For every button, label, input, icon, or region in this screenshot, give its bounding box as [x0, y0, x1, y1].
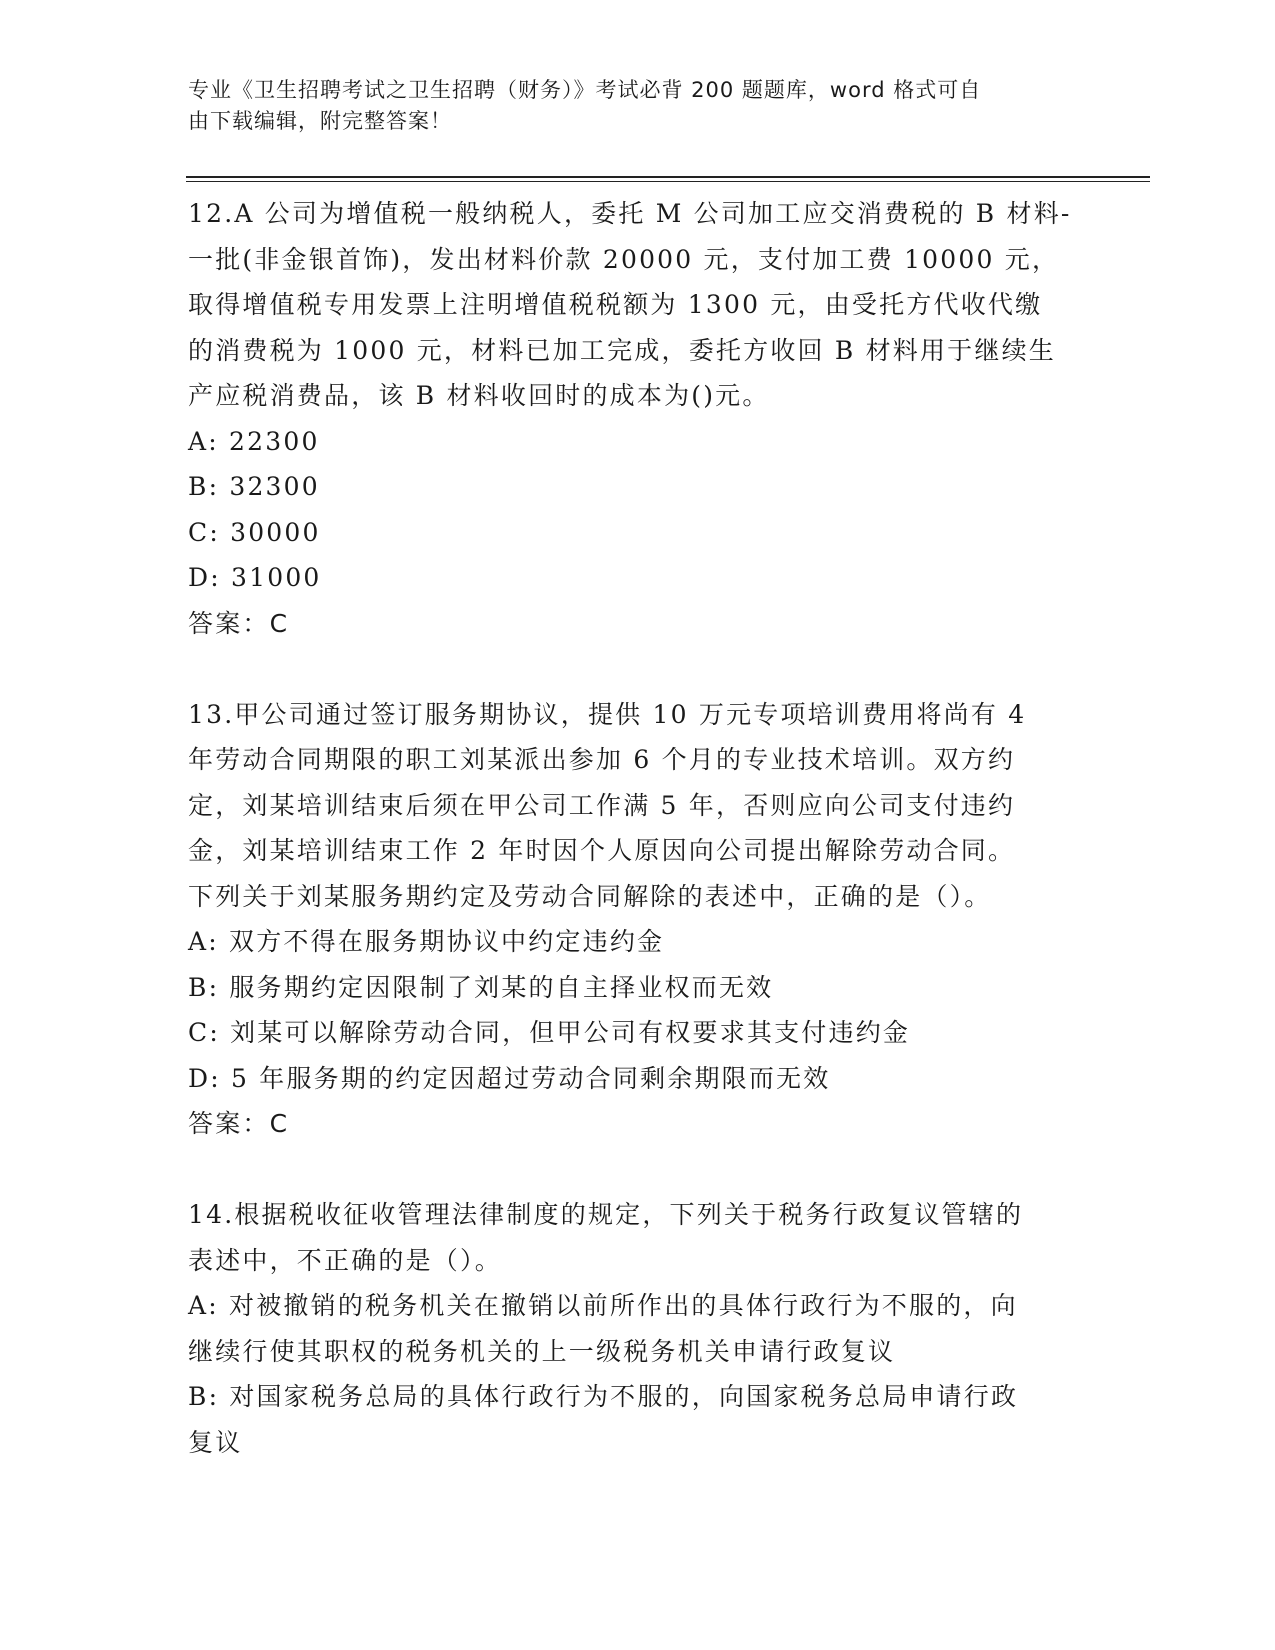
question-stem-line: 年劳动合同期限的职工刘某派出参加 6 个月的专业技术培训。双方约 — [188, 745, 1016, 774]
question-block-12 — [188, 191, 1088, 646]
option-d: D: 31000 — [188, 563, 322, 592]
question-spacer — [188, 1147, 1088, 1193]
option-c: C: 30000 — [188, 517, 321, 547]
question-stem-line: 表述中，不正确的是（）。 — [188, 1245, 502, 1275]
question-stem-line: 一批(非金银首饰)，发出材料价款 20000 元，支付加工费 10000 元， — [188, 244, 1060, 274]
option-b: B: 对国家税务总局的具体行政行为不服的，向国家税务总局申请行政 — [188, 1382, 1019, 1411]
header-line-1: 专业《卫生招聘考试之卫生招聘（财务）》考试必背 200 题题库，word 格式可自 — [188, 78, 982, 102]
question-stem-line: 产应税消费品，该 B 材料收回时的成本为()元。 — [188, 381, 770, 410]
answer-line: 答案：C — [188, 1109, 290, 1138]
option-a: A: 22300 — [188, 426, 320, 456]
question-block-13 — [188, 692, 1088, 1147]
question-stem-line: 定，刘某培训结束后须在甲公司工作满 5 年，否则应向公司支付违约 — [188, 790, 1016, 820]
header-line-2: 由下载编辑，附完整答案！ — [188, 109, 452, 133]
question-stem-line: 取得增值税专用发票上注明增值税税额为 1300 元，由受托方代收代缴 — [188, 290, 1043, 319]
header-divider-thin — [186, 181, 1150, 182]
option-a-continued: 继续行使其职权的税务机关的上一级税务机关申请行政复议 — [188, 1336, 896, 1366]
question-stem-line: 14.根据税收征收管理法律制度的规定，下列关于税务行政复议管辖的 — [188, 1200, 1024, 1229]
answer-line: 答案：C — [188, 608, 290, 638]
option-c: C: 刘某可以解除劳动合同，但甲公司有权要求其支付违约金 — [188, 1018, 911, 1047]
question-stem-line: 金，刘某培训结束工作 2 年时因个人原因向公司提出解除劳动合同。 — [188, 836, 1016, 865]
option-a: A: 双方不得在服务期协议中约定违约金 — [188, 927, 665, 956]
page-header — [188, 75, 1068, 137]
question-stem-line: 12.A 公司为增值税一般纳税人，委托 M 公司加工应交消费税的 B 材料- — [188, 199, 1072, 228]
question-stem-line: 下列关于刘某服务期约定及劳动合同解除的表述中，正确的是（）。 — [188, 881, 992, 911]
option-b: B: 32300 — [188, 472, 320, 501]
option-a: A: 对被撤销的税务机关在撤销以前所作出的具体行政行为不服的，向 — [188, 1291, 1018, 1320]
header-divider-thick — [186, 176, 1150, 178]
option-d: D: 5 年服务期的约定因超过劳动合同剩余期限而无效 — [188, 1063, 831, 1093]
question-spacer — [188, 646, 1088, 692]
question-stem-line: 13.甲公司通过签订服务期协议，提供 10 万元专项培训费用将尚有 4 — [188, 699, 1027, 729]
option-b-continued: 复议 — [188, 1427, 243, 1457]
question-list — [188, 191, 1088, 1465]
option-b: B: 服务期约定因限制了刘某的自主择业权而无效 — [188, 972, 774, 1002]
question-block-14 — [188, 1192, 1088, 1465]
question-stem-line: 的消费税为 1000 元，材料已加工完成，委托方收回 B 材料用于继续生 — [188, 335, 1056, 365]
